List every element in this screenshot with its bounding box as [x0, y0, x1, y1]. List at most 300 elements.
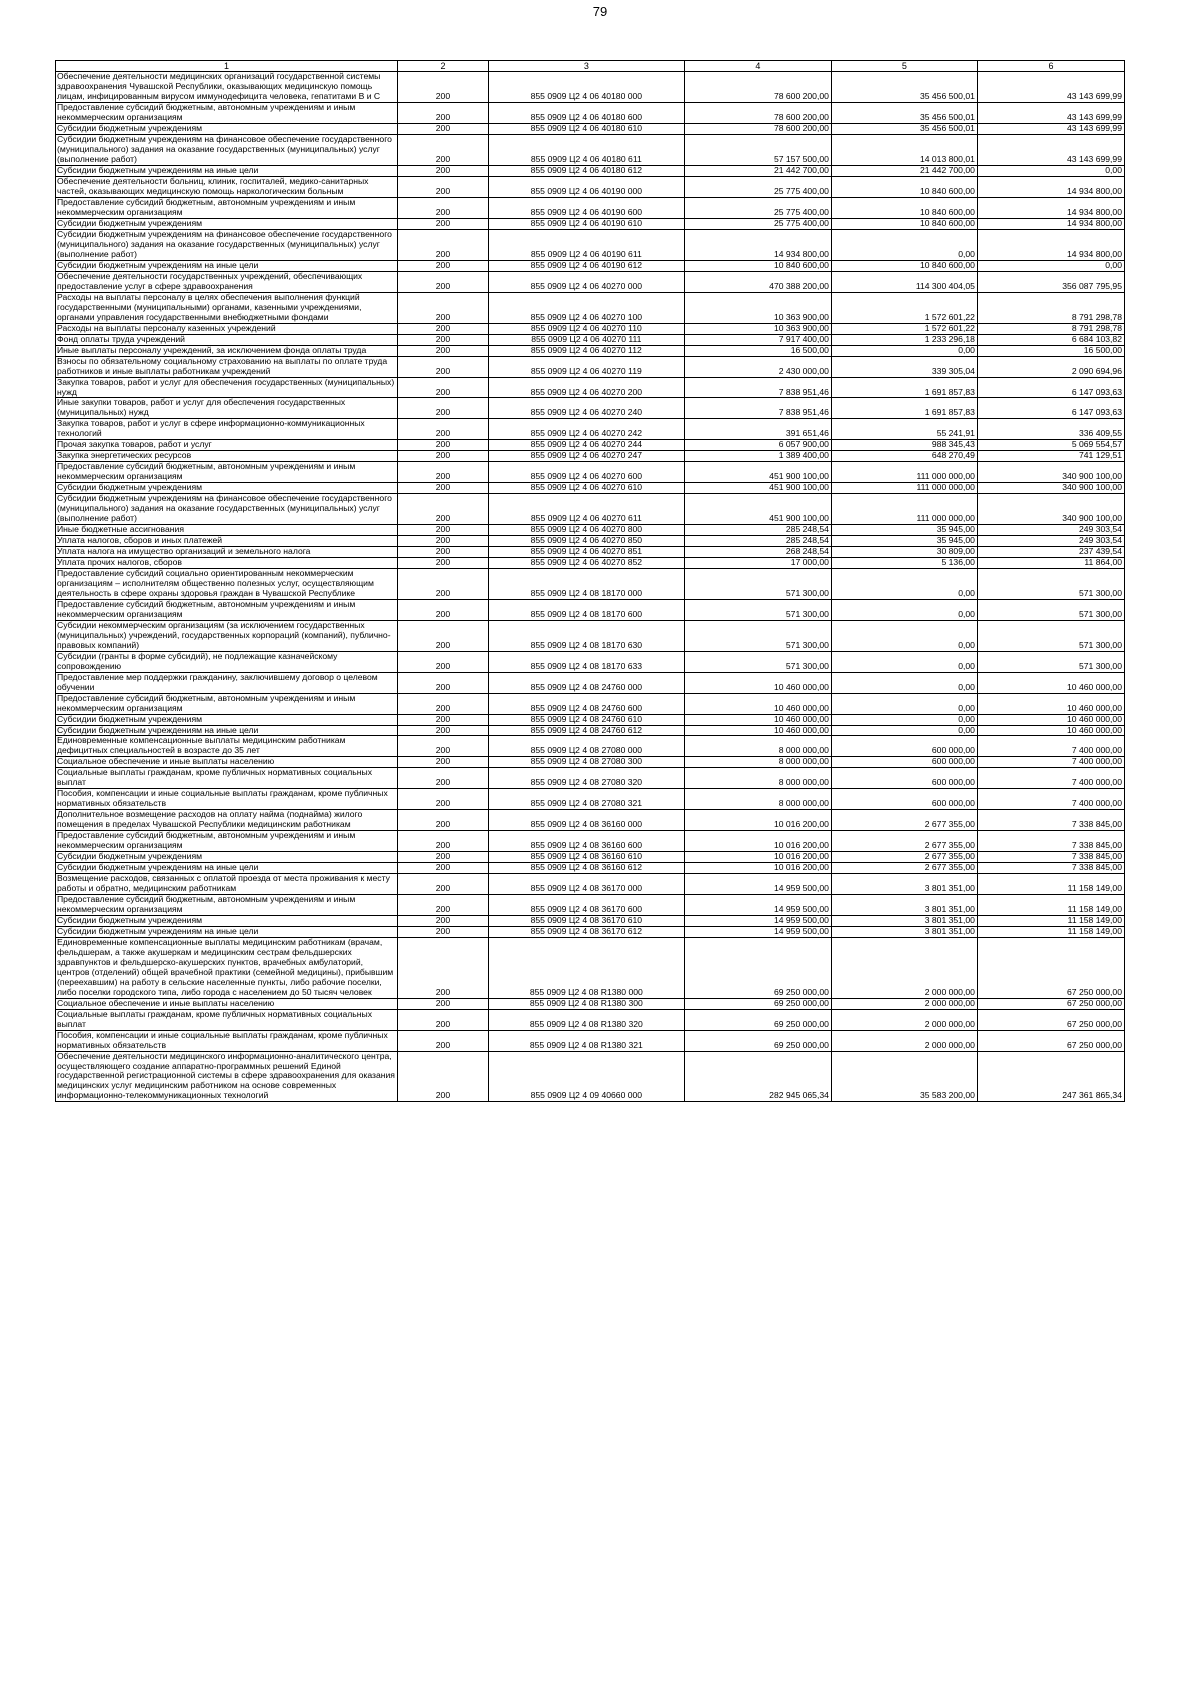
unexecuted-amount-cell: 11 158 149,00 — [977, 926, 1124, 937]
line-code-cell: 200 — [398, 810, 489, 831]
table-row — [56, 525, 1125, 536]
budget-code-cell: 855 0909 Ц2 4 06 40270 800 — [488, 525, 684, 536]
table-row — [56, 874, 1125, 895]
executed-amount-cell: 0,00 — [831, 568, 977, 599]
budget-code-cell: 855 0909 Ц2 4 08 36160 612 — [488, 863, 684, 874]
budget-code-cell: 855 0909 Ц2 4 06 40190 000 — [488, 177, 684, 198]
unexecuted-amount-cell: 43 143 699,99 — [977, 103, 1124, 124]
executed-amount-cell: 0,00 — [831, 714, 977, 725]
budget-code-cell: 855 0909 Ц2 4 06 40270 100 — [488, 292, 684, 323]
budget-code-cell: 855 0909 Ц2 4 08 36160 000 — [488, 810, 684, 831]
budget-code-cell: 855 0909 Ц2 4 06 40270 610 — [488, 483, 684, 494]
line-code-cell: 200 — [398, 494, 489, 525]
line-code-cell: 200 — [398, 1009, 489, 1030]
approved-amount-cell: 14 959 500,00 — [684, 895, 831, 916]
column-number: 2 — [398, 61, 489, 72]
unexecuted-amount-cell: 6 147 093,63 — [977, 398, 1124, 419]
budget-code-cell: 855 0909 Ц2 4 08 27080 300 — [488, 757, 684, 768]
table-row — [56, 345, 1125, 356]
executed-amount-cell: 2 000 000,00 — [831, 1030, 977, 1051]
executed-amount-cell: 600 000,00 — [831, 768, 977, 789]
line-code-cell: 200 — [398, 998, 489, 1009]
line-code-cell: 200 — [398, 757, 489, 768]
row-name-cell: Социальное обеспечение и иные выплаты населению — [56, 757, 398, 768]
line-code-cell: 200 — [398, 852, 489, 863]
table-row — [56, 124, 1125, 135]
line-code-cell: 200 — [398, 789, 489, 810]
table-row — [56, 725, 1125, 736]
unexecuted-amount-cell: 741 129,51 — [977, 451, 1124, 462]
table-row — [56, 494, 1125, 525]
unexecuted-amount-cell: 7 338 845,00 — [977, 863, 1124, 874]
executed-amount-cell: 35 945,00 — [831, 536, 977, 547]
unexecuted-amount-cell: 6 684 103,82 — [977, 334, 1124, 345]
budget-code-cell: 855 0909 Ц2 4 06 40180 611 — [488, 135, 684, 166]
table-row — [56, 219, 1125, 230]
approved-amount-cell: 571 300,00 — [684, 568, 831, 599]
row-name-cell: Предоставление мер поддержки гражданину, заключившему договор о целевом обучении — [56, 672, 398, 693]
row-name-cell: Субсидии бюджетным учреждениям на иные цели — [56, 863, 398, 874]
line-code-cell: 200 — [398, 451, 489, 462]
line-code-cell: 200 — [398, 672, 489, 693]
executed-amount-cell: 0,00 — [831, 672, 977, 693]
row-name-cell: Субсидии бюджетным учреждениям на иные цели — [56, 926, 398, 937]
budget-code-cell: 855 0909 Ц2 4 08 36160 600 — [488, 831, 684, 852]
row-name-cell: Единовременные компенсационные выплаты медицинским работникам (врачам, фельдшерам, а также акушеркам и медицинским сестрам фельдшерских здравпунктов и фельдшерско-акушерских пунктов, врачебных амбулаторий, центров (отделений) общей врачебной практики (семейной медицины), прибывшим (переехавшим) на работу в сельские населенные пункты, либо рабочие поселки, либо поселки городского типа, либо города с населением до 50 тысяч человек — [56, 937, 398, 998]
line-code-cell: 200 — [398, 166, 489, 177]
executed-amount-cell: 2 000 000,00 — [831, 937, 977, 998]
executed-amount-cell: 3 801 351,00 — [831, 895, 977, 916]
unexecuted-amount-cell: 67 250 000,00 — [977, 1030, 1124, 1051]
unexecuted-amount-cell: 7 400 000,00 — [977, 768, 1124, 789]
line-code-cell: 200 — [398, 937, 489, 998]
unexecuted-amount-cell: 14 934 800,00 — [977, 198, 1124, 219]
unexecuted-amount-cell: 247 361 865,34 — [977, 1051, 1124, 1102]
line-code-cell: 200 — [398, 915, 489, 926]
budget-code-cell: 855 0909 Ц2 4 06 40270 110 — [488, 323, 684, 334]
budget-code-cell: 855 0909 Ц2 4 06 40270 851 — [488, 547, 684, 558]
unexecuted-amount-cell: 8 791 298,78 — [977, 323, 1124, 334]
unexecuted-amount-cell: 336 409,55 — [977, 419, 1124, 440]
budget-execution-table — [55, 60, 1125, 1102]
row-name-cell: Уплата прочих налогов, сборов — [56, 558, 398, 569]
unexecuted-amount-cell: 571 300,00 — [977, 651, 1124, 672]
table-row — [56, 937, 1125, 998]
budget-code-cell: 855 0909 Ц2 4 08 18170 630 — [488, 620, 684, 651]
budget-code-cell: 855 0909 Ц2 4 06 40270 111 — [488, 334, 684, 345]
approved-amount-cell: 451 900 100,00 — [684, 483, 831, 494]
executed-amount-cell: 0,00 — [831, 725, 977, 736]
unexecuted-amount-cell: 6 147 093,63 — [977, 377, 1124, 398]
table-row — [56, 419, 1125, 440]
budget-code-cell: 855 0909 Ц2 4 08 R1380 320 — [488, 1009, 684, 1030]
approved-amount-cell: 69 250 000,00 — [684, 998, 831, 1009]
column-number-row — [56, 61, 1125, 72]
executed-amount-cell: 0,00 — [831, 345, 977, 356]
row-name-cell: Предоставление субсидий бюджетным, автономным учреждениям и иным некоммерческим организациям — [56, 103, 398, 124]
unexecuted-amount-cell: 14 934 800,00 — [977, 229, 1124, 260]
row-name-cell: Субсидии (гранты в форме субсидий), не подлежащие казначейскому сопровождению — [56, 651, 398, 672]
budget-code-cell: 855 0909 Ц2 4 08 36160 610 — [488, 852, 684, 863]
unexecuted-amount-cell: 43 143 699,99 — [977, 72, 1124, 103]
row-name-cell: Дополнительное возмещение расходов на оплату найма (поднайма) жилого помещения в пределах Чувашской Республики медицинским работникам — [56, 810, 398, 831]
unexecuted-amount-cell: 10 460 000,00 — [977, 714, 1124, 725]
line-code-cell: 200 — [398, 568, 489, 599]
unexecuted-amount-cell: 571 300,00 — [977, 568, 1124, 599]
unexecuted-amount-cell: 340 900 100,00 — [977, 483, 1124, 494]
budget-code-cell: 855 0909 Ц2 4 06 40270 247 — [488, 451, 684, 462]
line-code-cell: 200 — [398, 271, 489, 292]
table-row — [56, 323, 1125, 334]
line-code-cell: 200 — [398, 124, 489, 135]
executed-amount-cell: 0,00 — [831, 651, 977, 672]
row-name-cell: Субсидии бюджетным учреждениям — [56, 915, 398, 926]
approved-amount-cell: 571 300,00 — [684, 651, 831, 672]
unexecuted-amount-cell: 7 338 845,00 — [977, 810, 1124, 831]
table-row — [56, 620, 1125, 651]
executed-amount-cell: 648 270,49 — [831, 451, 977, 462]
line-code-cell: 200 — [398, 547, 489, 558]
budget-code-cell: 855 0909 Ц2 4 08 24760 600 — [488, 693, 684, 714]
budget-code-cell: 855 0909 Ц2 4 06 40190 611 — [488, 229, 684, 260]
approved-amount-cell: 470 388 200,00 — [684, 271, 831, 292]
row-name-cell: Расходы на выплаты персоналу казенных учреждений — [56, 323, 398, 334]
line-code-cell: 200 — [398, 292, 489, 323]
executed-amount-cell: 2 677 355,00 — [831, 863, 977, 874]
budget-code-cell: 855 0909 Ц2 4 06 40180 612 — [488, 166, 684, 177]
approved-amount-cell: 285 248,54 — [684, 525, 831, 536]
approved-amount-cell: 17 000,00 — [684, 558, 831, 569]
row-name-cell: Предоставление субсидий бюджетным, автономным учреждениям и иным некоммерческим организациям — [56, 198, 398, 219]
line-code-cell: 200 — [398, 219, 489, 230]
budget-code-cell: 855 0909 Ц2 4 08 36170 000 — [488, 874, 684, 895]
table-row — [56, 998, 1125, 1009]
approved-amount-cell: 8 000 000,00 — [684, 736, 831, 757]
row-name-cell: Закупка энергетических ресурсов — [56, 451, 398, 462]
line-code-cell: 200 — [398, 1030, 489, 1051]
budget-code-cell: 855 0909 Ц2 4 06 40270 000 — [488, 271, 684, 292]
row-name-cell: Иные выплаты персоналу учреждений, за исключением фонда оплаты труда — [56, 345, 398, 356]
row-name-cell: Обеспечение деятельности медицинского информационно-аналитического центра, осуществляющего создание аппаратно-программных решений Единой государственной регистрационной системы в сфере здравоохранения для оказания медицинских услуг медицинским работником на основе современных информационно-телекоммуникационных технологий — [56, 1051, 398, 1102]
executed-amount-cell: 600 000,00 — [831, 757, 977, 768]
table-row — [56, 177, 1125, 198]
line-code-cell: 200 — [398, 323, 489, 334]
line-code-cell: 200 — [398, 831, 489, 852]
table-row — [56, 1030, 1125, 1051]
line-code-cell: 200 — [398, 736, 489, 757]
line-code-cell: 200 — [398, 229, 489, 260]
approved-amount-cell: 285 248,54 — [684, 536, 831, 547]
line-code-cell: 200 — [398, 863, 489, 874]
row-name-cell: Взносы по обязательному социальному страхованию на выплаты по оплате труда работников и иные выплаты работникам учреждений — [56, 356, 398, 377]
approved-amount-cell: 2 430 000,00 — [684, 356, 831, 377]
table-row — [56, 440, 1125, 451]
approved-amount-cell: 69 250 000,00 — [684, 937, 831, 998]
approved-amount-cell: 69 250 000,00 — [684, 1009, 831, 1030]
approved-amount-cell: 25 775 400,00 — [684, 219, 831, 230]
unexecuted-amount-cell: 67 250 000,00 — [977, 937, 1124, 998]
row-name-cell: Субсидии бюджетным учреждениям — [56, 219, 398, 230]
executed-amount-cell: 0,00 — [831, 620, 977, 651]
row-name-cell: Закупка товаров, работ и услуг в сфере информационно-коммуникационных технологий — [56, 419, 398, 440]
row-name-cell: Предоставление субсидий бюджетным, автономным учреждениям и иным некоммерческим организациям — [56, 895, 398, 916]
approved-amount-cell: 571 300,00 — [684, 620, 831, 651]
unexecuted-amount-cell: 43 143 699,99 — [977, 135, 1124, 166]
table-row — [56, 72, 1125, 103]
table-row — [56, 693, 1125, 714]
table-row — [56, 714, 1125, 725]
column-number: 4 — [684, 61, 831, 72]
row-name-cell: Иные закупки товаров, работ и услуг для обеспечения государственных (муниципальных) нужд — [56, 398, 398, 419]
budget-code-cell: 855 0909 Ц2 4 08 R1380 300 — [488, 998, 684, 1009]
approved-amount-cell: 10 460 000,00 — [684, 714, 831, 725]
row-name-cell: Субсидии бюджетным учреждениям — [56, 124, 398, 135]
executed-amount-cell: 3 801 351,00 — [831, 926, 977, 937]
row-name-cell: Пособия, компенсации и иные социальные выплаты гражданам, кроме публичных нормативных обязательств — [56, 789, 398, 810]
line-code-cell: 200 — [398, 926, 489, 937]
executed-amount-cell: 2 000 000,00 — [831, 1009, 977, 1030]
unexecuted-amount-cell: 7 400 000,00 — [977, 789, 1124, 810]
row-name-cell: Субсидии бюджетным учреждениям — [56, 852, 398, 863]
table-row — [56, 398, 1125, 419]
row-name-cell: Фонд оплаты труда учреждений — [56, 334, 398, 345]
table-row — [56, 292, 1125, 323]
table-row — [56, 768, 1125, 789]
table-row — [56, 103, 1125, 124]
approved-amount-cell: 69 250 000,00 — [684, 1030, 831, 1051]
executed-amount-cell: 1 572 601,22 — [831, 292, 977, 323]
budget-code-cell: 855 0909 Ц2 4 06 40270 850 — [488, 536, 684, 547]
line-code-cell: 200 — [398, 356, 489, 377]
row-name-cell: Расходы на выплаты персоналу в целях обеспечения выполнения функций государственными (муниципальными) органами, казенными учреждениями, органами управления государственными внебюджетными фондами — [56, 292, 398, 323]
executed-amount-cell: 114 300 404,05 — [831, 271, 977, 292]
unexecuted-amount-cell: 11 158 149,00 — [977, 874, 1124, 895]
executed-amount-cell: 1 691 857,83 — [831, 398, 977, 419]
column-number: 3 — [488, 61, 684, 72]
unexecuted-amount-cell: 249 303,54 — [977, 536, 1124, 547]
approved-amount-cell: 14 934 800,00 — [684, 229, 831, 260]
unexecuted-amount-cell: 7 338 845,00 — [977, 852, 1124, 863]
line-code-cell: 200 — [398, 895, 489, 916]
approved-amount-cell: 8 000 000,00 — [684, 789, 831, 810]
row-name-cell: Предоставление субсидий социально ориентированным некоммерческим организациям – исполнителям общественно полезных услуг, осуществляющим деятельность в сфере охраны здоровья граждан в Чувашской Республике — [56, 568, 398, 599]
approved-amount-cell: 451 900 100,00 — [684, 462, 831, 483]
executed-amount-cell: 10 840 600,00 — [831, 198, 977, 219]
unexecuted-amount-cell: 7 400 000,00 — [977, 736, 1124, 757]
table-row — [56, 451, 1125, 462]
line-code-cell: 200 — [398, 714, 489, 725]
table-row — [56, 1051, 1125, 1102]
table-row — [56, 568, 1125, 599]
table-row — [56, 852, 1125, 863]
row-name-cell: Предоставление субсидий бюджетным, автономным учреждениям и иным некоммерческим организациям — [56, 831, 398, 852]
unexecuted-amount-cell: 10 460 000,00 — [977, 672, 1124, 693]
row-name-cell: Пособия, компенсации и иные социальные выплаты гражданам, кроме публичных нормативных обязательств — [56, 1030, 398, 1051]
budget-code-cell: 855 0909 Ц2 4 06 40180 600 — [488, 103, 684, 124]
line-code-cell: 200 — [398, 1051, 489, 1102]
approved-amount-cell: 7 917 400,00 — [684, 334, 831, 345]
unexecuted-amount-cell: 16 500,00 — [977, 345, 1124, 356]
approved-amount-cell: 14 959 500,00 — [684, 926, 831, 937]
table-row — [56, 895, 1125, 916]
budget-code-cell: 855 0909 Ц2 4 08 27080 320 — [488, 768, 684, 789]
executed-amount-cell: 111 000 000,00 — [831, 494, 977, 525]
row-name-cell: Закупка товаров, работ и услуг для обеспечения государственных (муниципальных) нужд — [56, 377, 398, 398]
row-name-cell: Социальные выплаты гражданам, кроме публичных нормативных социальных выплат — [56, 1009, 398, 1030]
executed-amount-cell: 2 677 355,00 — [831, 831, 977, 852]
executed-amount-cell: 35 456 500,01 — [831, 72, 977, 103]
line-code-cell: 200 — [398, 260, 489, 271]
line-code-cell: 200 — [398, 440, 489, 451]
executed-amount-cell: 30 809,00 — [831, 547, 977, 558]
budget-code-cell: 855 0909 Ц2 4 08 36170 600 — [488, 895, 684, 916]
row-name-cell: Возмещение расходов, связанных с оплатой проезда от места проживания к месту работы и обратно, медицинским работникам — [56, 874, 398, 895]
table-row — [56, 789, 1125, 810]
table-row — [56, 356, 1125, 377]
budget-code-cell: 855 0909 Ц2 4 06 40180 000 — [488, 72, 684, 103]
approved-amount-cell: 1 389 400,00 — [684, 451, 831, 462]
line-code-cell: 200 — [398, 620, 489, 651]
budget-code-cell: 855 0909 Ц2 4 06 40270 852 — [488, 558, 684, 569]
table-row — [56, 736, 1125, 757]
table-row — [56, 198, 1125, 219]
unexecuted-amount-cell: 11 864,00 — [977, 558, 1124, 569]
executed-amount-cell: 1 572 601,22 — [831, 323, 977, 334]
unexecuted-amount-cell: 340 900 100,00 — [977, 462, 1124, 483]
table-row — [56, 462, 1125, 483]
line-code-cell: 200 — [398, 693, 489, 714]
line-code-cell: 200 — [398, 377, 489, 398]
unexecuted-amount-cell: 11 158 149,00 — [977, 895, 1124, 916]
budget-code-cell: 855 0909 Ц2 4 06 40270 242 — [488, 419, 684, 440]
executed-amount-cell: 3 801 351,00 — [831, 915, 977, 926]
row-name-cell: Обеспечение деятельности больниц, клиник, госпиталей, медико-санитарных частей, оказывающих медицинскую помощь наркологическим больным — [56, 177, 398, 198]
executed-amount-cell: 35 583 200,00 — [831, 1051, 977, 1102]
approved-amount-cell: 25 775 400,00 — [684, 198, 831, 219]
budget-code-cell: 855 0909 Ц2 4 08 24760 000 — [488, 672, 684, 693]
approved-amount-cell: 8 000 000,00 — [684, 768, 831, 789]
executed-amount-cell: 600 000,00 — [831, 789, 977, 810]
line-code-cell: 200 — [398, 398, 489, 419]
line-code-cell: 200 — [398, 72, 489, 103]
row-name-cell: Предоставление субсидий бюджетным, автономным учреждениям и иным некоммерческим организациям — [56, 599, 398, 620]
budget-code-cell: 855 0909 Ц2 4 06 40190 612 — [488, 260, 684, 271]
unexecuted-amount-cell: 67 250 000,00 — [977, 998, 1124, 1009]
executed-amount-cell: 35 456 500,01 — [831, 124, 977, 135]
approved-amount-cell: 78 600 200,00 — [684, 72, 831, 103]
line-code-cell: 200 — [398, 525, 489, 536]
line-code-cell: 200 — [398, 536, 489, 547]
approved-amount-cell: 14 959 500,00 — [684, 915, 831, 926]
unexecuted-amount-cell: 0,00 — [977, 260, 1124, 271]
row-name-cell: Прочая закупка товаров, работ и услуг — [56, 440, 398, 451]
table-row — [56, 599, 1125, 620]
line-code-cell: 200 — [398, 198, 489, 219]
row-name-cell: Иные бюджетные ассигнования — [56, 525, 398, 536]
line-code-cell: 200 — [398, 345, 489, 356]
approved-amount-cell: 21 442 700,00 — [684, 166, 831, 177]
budget-code-cell: 855 0909 Ц2 4 08 24760 612 — [488, 725, 684, 736]
line-code-cell: 200 — [398, 651, 489, 672]
row-name-cell: Субсидии бюджетным учреждениям на финансовое обеспечение государственного (муниципального) задания на оказание государственных (муниципальных) услуг (выполнение работ) — [56, 135, 398, 166]
row-name-cell: Уплата налогов, сборов и иных платежей — [56, 536, 398, 547]
line-code-cell: 200 — [398, 462, 489, 483]
executed-amount-cell: 0,00 — [831, 229, 977, 260]
budget-code-cell: 855 0909 Ц2 4 08 24760 610 — [488, 714, 684, 725]
executed-amount-cell: 0,00 — [831, 599, 977, 620]
unexecuted-amount-cell: 340 900 100,00 — [977, 494, 1124, 525]
unexecuted-amount-cell: 7 338 845,00 — [977, 831, 1124, 852]
unexecuted-amount-cell: 14 934 800,00 — [977, 219, 1124, 230]
unexecuted-amount-cell: 10 460 000,00 — [977, 725, 1124, 736]
executed-amount-cell: 111 000 000,00 — [831, 462, 977, 483]
executed-amount-cell: 10 840 600,00 — [831, 260, 977, 271]
budget-code-cell: 855 0909 Ц2 4 06 40190 600 — [488, 198, 684, 219]
approved-amount-cell: 8 000 000,00 — [684, 757, 831, 768]
executed-amount-cell: 0,00 — [831, 693, 977, 714]
budget-code-cell: 855 0909 Ц2 4 06 40180 610 — [488, 124, 684, 135]
approved-amount-cell: 10 016 200,00 — [684, 852, 831, 863]
executed-amount-cell: 35 456 500,01 — [831, 103, 977, 124]
page-number: 79 — [592, 4, 608, 19]
table-row — [56, 166, 1125, 177]
budget-code-cell: 855 0909 Ц2 4 06 40270 200 — [488, 377, 684, 398]
approved-amount-cell: 10 016 200,00 — [684, 810, 831, 831]
table-row — [56, 558, 1125, 569]
unexecuted-amount-cell: 43 143 699,99 — [977, 124, 1124, 135]
budget-code-cell: 855 0909 Ц2 4 08 27080 321 — [488, 789, 684, 810]
approved-amount-cell: 10 363 900,00 — [684, 323, 831, 334]
executed-amount-cell: 600 000,00 — [831, 736, 977, 757]
unexecuted-amount-cell: 10 460 000,00 — [977, 693, 1124, 714]
table-row — [56, 915, 1125, 926]
row-name-cell: Обеспечение деятельности медицинских организаций государственной системы здравоохранения Чувашской Республики, оказывающих медицинскую помощь лицам, инфицированным вирусом иммунодефицита человека, гепатитами В и С — [56, 72, 398, 103]
table-row — [56, 831, 1125, 852]
executed-amount-cell: 2 000 000,00 — [831, 998, 977, 1009]
unexecuted-amount-cell: 356 087 795,95 — [977, 271, 1124, 292]
budget-code-cell: 855 0909 Ц2 4 06 40270 112 — [488, 345, 684, 356]
approved-amount-cell: 57 157 500,00 — [684, 135, 831, 166]
unexecuted-amount-cell: 237 439,54 — [977, 547, 1124, 558]
table-row — [56, 1009, 1125, 1030]
approved-amount-cell: 571 300,00 — [684, 599, 831, 620]
executed-amount-cell: 10 840 600,00 — [831, 219, 977, 230]
table-row — [56, 757, 1125, 768]
line-code-cell: 200 — [398, 483, 489, 494]
executed-amount-cell: 21 442 700,00 — [831, 166, 977, 177]
executed-amount-cell: 2 677 355,00 — [831, 810, 977, 831]
row-name-cell: Субсидии бюджетным учреждениям на иные цели — [56, 166, 398, 177]
executed-amount-cell: 2 677 355,00 — [831, 852, 977, 863]
approved-amount-cell: 10 363 900,00 — [684, 292, 831, 323]
unexecuted-amount-cell: 67 250 000,00 — [977, 1009, 1124, 1030]
line-code-cell: 200 — [398, 768, 489, 789]
executed-amount-cell: 5 136,00 — [831, 558, 977, 569]
approved-amount-cell: 282 945 065,34 — [684, 1051, 831, 1102]
budget-code-cell: 855 0909 Ц2 4 06 40190 610 — [488, 219, 684, 230]
budget-code-cell: 855 0909 Ц2 4 06 40270 611 — [488, 494, 684, 525]
table-row — [56, 536, 1125, 547]
unexecuted-amount-cell: 571 300,00 — [977, 599, 1124, 620]
table-body — [56, 72, 1125, 1102]
line-code-cell: 200 — [398, 725, 489, 736]
line-code-cell: 200 — [398, 558, 489, 569]
table-row — [56, 271, 1125, 292]
unexecuted-amount-cell: 571 300,00 — [977, 620, 1124, 651]
unexecuted-amount-cell: 2 090 694,96 — [977, 356, 1124, 377]
line-code-cell: 200 — [398, 177, 489, 198]
budget-code-cell: 855 0909 Ц2 4 09 40660 000 — [488, 1051, 684, 1102]
